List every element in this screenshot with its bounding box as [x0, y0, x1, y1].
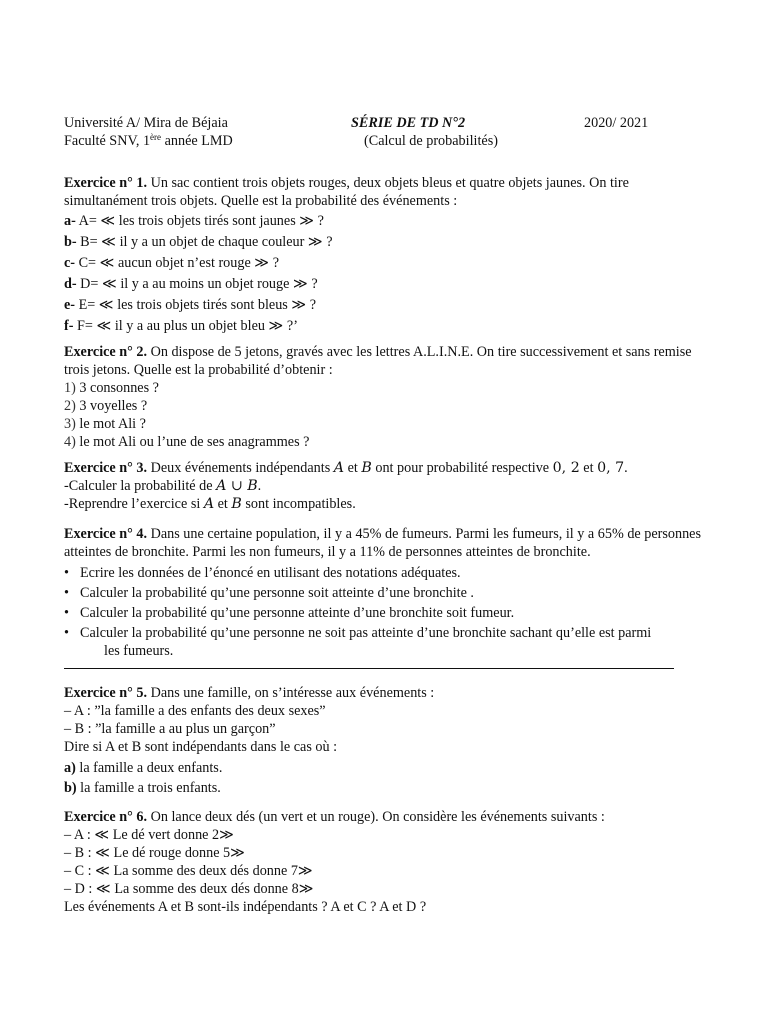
item-label: e- [64, 297, 76, 313]
exercise-5 [64, 684, 706, 797]
exercise-3-text: ont pour probabilité respective [371, 460, 553, 476]
list-item [64, 275, 706, 293]
exercise-5-text: Dans une famille, on s’intéresse aux événements : [147, 685, 435, 701]
bullet-item [64, 564, 706, 582]
event-line: – A : ≪ Le dé vert donne 2≫ [64, 827, 234, 843]
exercise-2-heading: Exercice n° 2. [64, 344, 148, 360]
exercise-1-text: Un sac contient trois objets rouges, deux objets bleus et quatre objets jaunes. On tire simultanément trois objets. Quelle est la probabilité des événements : [64, 175, 629, 209]
probability-value: 0, 2 [552, 460, 580, 476]
math-event-b: B [231, 496, 242, 512]
event-line: – C : ≪ La somme des deux dés donne 7≫ [64, 863, 313, 879]
exercise-3-text: sont incompatibles. [241, 496, 356, 512]
event-a-line: – A : ”la famille a des enfants des deux sexes” [64, 703, 326, 719]
exercise-5-intro [64, 684, 706, 702]
item-text: le mot Ali ou l’une de ses anagrammes ? [75, 434, 310, 450]
exercise-6-intro [64, 808, 706, 826]
bullet-item [64, 584, 706, 602]
page-title: SÉRIE DE TD N°2 [351, 115, 466, 131]
item-label: b) [64, 780, 77, 796]
conjunction-text: et [214, 496, 232, 512]
exercise-3 [64, 459, 706, 513]
list-item [64, 379, 706, 397]
item-label: d- [64, 276, 77, 292]
bullet-text: Calculer la probabilité qu’une personne atteinte d’une bronchite soit fumeur. [80, 605, 515, 621]
exercise-2 [64, 343, 706, 451]
exercise-3-text: Deux événements indépendants [147, 460, 334, 476]
bullet-icon: • [64, 585, 69, 601]
item-label: f- [64, 318, 74, 334]
exercise-5-question: Dire si A et B sont indépendants dans le cas où : [64, 739, 338, 755]
faculty-year-text: année LMD [161, 133, 233, 149]
item-text: C= ≪ aucun objet n’est rouge ≫ ? [75, 255, 279, 271]
math-union: A ∪ B [216, 478, 258, 494]
bullet-text: Calculer la probabilité qu’une personne ne soit pas atteinte d’une bronchite sachant qu’elle est parmi [80, 625, 652, 641]
exercise-2-intro [64, 343, 706, 379]
academic-year: 2020/ 2021 [584, 115, 649, 131]
item-number: 2) [64, 398, 76, 414]
exercise-6-question: Les événements A et B sont-ils indépendants ? A et C ? A et D ? [64, 899, 427, 915]
bullet-icon: • [64, 565, 69, 581]
item-label: a- [64, 213, 76, 229]
exercise-4-text: Dans une certaine population, il y a 45% de fumeurs. Parmi les fumeurs, il y a 65% de personnes atteintes de bronchite. Parmi les non fumeurs, il y a 11% de personnes atteintes de bronchite. [64, 526, 701, 560]
horizontal-divider [64, 668, 674, 669]
exercise-6-text: On lance deux dés (un vert et un rouge). On considère les événements suivants : [147, 809, 605, 825]
item-text: E= ≪ les trois objets tirés sont bleus ≫ ? [75, 297, 317, 313]
exercise-4-heading: Exercice n° 4. [64, 526, 148, 542]
exercise-2-text: On dispose de 5 jetons, gravés avec les lettres A.L.I.N.E. On tire successivement et sans remise trois jetons. Quelle est la probabilité d’obtenir : [64, 344, 692, 378]
list-item [64, 212, 706, 230]
item-text: F= ≪ il y a au plus un objet bleu ≫ ?’ [73, 318, 298, 334]
item-label: b- [64, 234, 77, 250]
item-number: 4) [64, 434, 76, 450]
page-subtitle: (Calcul de probabilités) [364, 133, 498, 149]
faculty-text: Faculté SNV, 1 [64, 133, 151, 149]
exercise-3-line-2 [64, 477, 706, 495]
punctuation: . [624, 460, 628, 476]
bullet-item [64, 624, 706, 660]
item-text: 3 consonnes ? [75, 380, 159, 396]
bullet-text: Calculer la probabilité qu’une personne soit atteinte d’une bronchite . [80, 585, 474, 601]
item-text: D= ≪ il y a au moins un objet rouge ≫ ? [76, 276, 318, 292]
bullet-icon: • [64, 605, 69, 621]
conjunction-text: et [344, 460, 362, 476]
math-event-a: A [203, 496, 215, 512]
exercise-1 [64, 174, 706, 335]
exercise-6-heading: Exercice n° 6. [64, 809, 148, 825]
list-item [64, 296, 706, 314]
exercise-3-text: -Calculer la probabilité de [64, 478, 217, 494]
exercise-6 [64, 808, 706, 916]
item-number: 1) [64, 380, 76, 396]
exercise-3-heading: Exercice n° 3. [64, 460, 148, 476]
bullet-icon: • [64, 625, 69, 641]
item-text: A= ≪ les trois objets tirés sont jaunes ≫ ? [75, 213, 324, 229]
list-item [64, 397, 706, 415]
list-item [64, 433, 706, 451]
event-line: – B : ≪ Le dé rouge donne 5≫ [64, 845, 246, 861]
exercise-1-intro [64, 174, 706, 210]
item-text: la famille a trois enfants. [76, 780, 221, 796]
list-item [64, 779, 706, 797]
faculty-superscript: ère [150, 132, 162, 142]
item-text: le mot Ali ? [75, 416, 146, 432]
bullet-item [64, 604, 706, 622]
document-header [64, 114, 674, 154]
list-item [64, 415, 706, 433]
item-label: c- [64, 255, 76, 271]
list-item [64, 759, 706, 777]
item-number: 3) [64, 416, 76, 432]
exercise-4-intro [64, 525, 706, 561]
exercise-1-heading: Exercice n° 1. [64, 175, 148, 191]
exercise-3-intro [64, 459, 706, 477]
item-text: 3 voyelles ? [75, 398, 148, 414]
math-event-a: A [333, 460, 345, 476]
item-label: a) [64, 760, 76, 776]
exercise-4 [64, 525, 706, 662]
bullet-text: Ecrire les données de l’énoncé en utilisant des notations adéquates. [80, 565, 461, 581]
event-line: – D : ≪ La somme des deux dés donne 8≫ [64, 881, 314, 897]
exercise-3-text: -Reprendre l’exercice si [64, 496, 204, 512]
faculty-line [64, 132, 233, 150]
conjunction-text: et [579, 460, 598, 476]
university-name: Université A/ Mira de Béjaia [64, 115, 228, 131]
item-text: la famille a deux enfants. [75, 760, 223, 776]
exercise-3-line-3 [64, 495, 706, 513]
probability-value: 0, 7 [597, 460, 625, 476]
math-event-b: B [361, 460, 372, 476]
item-text: B= ≪ il y a un objet de chaque couleur ≫ ? [76, 234, 333, 250]
punctuation: . [257, 478, 262, 494]
list-item [64, 233, 706, 251]
exercise-5-heading: Exercice n° 5. [64, 685, 148, 701]
event-b-line: – B : ”la famille a au plus un garçon” [64, 721, 276, 737]
list-item [64, 254, 706, 272]
list-item [64, 317, 706, 335]
bullet-text-continuation: les fumeurs. [104, 643, 174, 659]
